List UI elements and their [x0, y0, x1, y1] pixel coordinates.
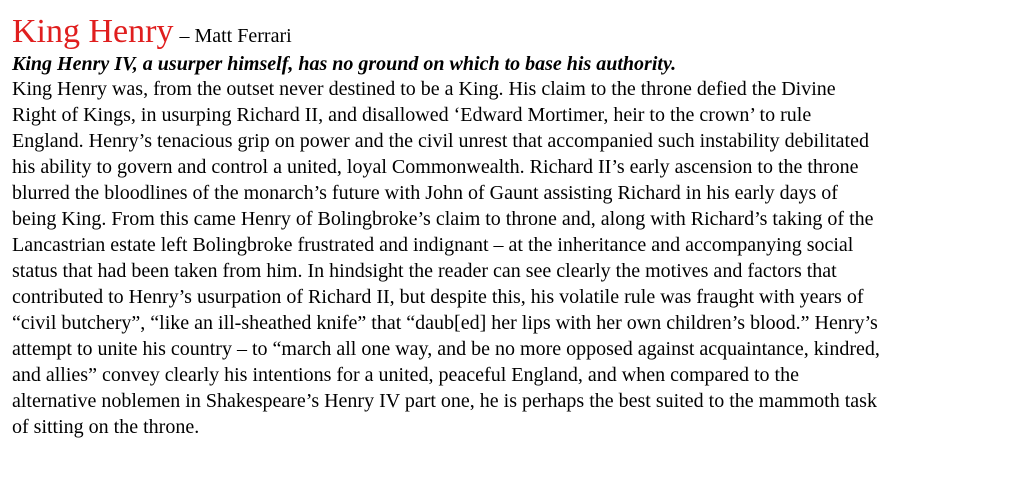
essay-title: King Henry — [12, 13, 174, 50]
body-line: being King. From this came Henry of Bolingbroke’s claim to throne and, along with Richard’s taking of the — [12, 208, 874, 230]
body-line: and allies” convey clearly his intentions for a united, peaceful England, and when compared to the — [12, 364, 799, 386]
body-line: King Henry was, from the outset never destined to be a King. His claim to the throne defied the Divine — [12, 78, 836, 100]
body-line: status that had been taken from him. In hindsight the reader can see clearly the motives and factors that — [12, 260, 837, 282]
body-line: his ability to govern and control a united, loyal Commonwealth. Richard II’s early ascension to the throne — [12, 156, 859, 178]
essay-document — [12, 12, 1016, 440]
author-byline: – Matt Ferrari — [179, 25, 292, 47]
thesis-statement: King Henry IV, a usurper himself, has no ground on which to base his authority. — [12, 53, 677, 75]
body-line: England. Henry’s tenacious grip on power and the civil unrest that accompanied such instability debilitated — [12, 130, 869, 152]
body-line: blurred the bloodlines of the monarch’s future with John of Gaunt assisting Richard in his early days of — [12, 182, 838, 204]
essay-body — [12, 76, 1016, 440]
body-line: Right of Kings, in usurping Richard II, and disallowed ‘Edward Mortimer, heir to the crown’ to rule — [12, 104, 812, 126]
title-row — [12, 12, 1016, 52]
body-line: attempt to unite his country – to “march all one way, and be no more opposed against acquaintance, kindred, — [12, 338, 880, 360]
body-line: of sitting on the throne. — [12, 416, 200, 438]
body-line: contributed to Henry’s usurpation of Richard II, but despite this, his volatile rule was fraught with years of — [12, 286, 864, 308]
body-line: alternative noblemen in Shakespeare’s Henry IV part one, he is perhaps the best suited to the mammoth task — [12, 390, 877, 412]
body-line: “civil butchery”, “like an ill-sheathed knife” that “daub[ed] her lips with her own children’s blood.” Henry’s — [12, 312, 878, 334]
body-line: Lancastrian estate left Bolingbroke frustrated and indignant – at the inheritance and accompanying social — [12, 234, 854, 256]
